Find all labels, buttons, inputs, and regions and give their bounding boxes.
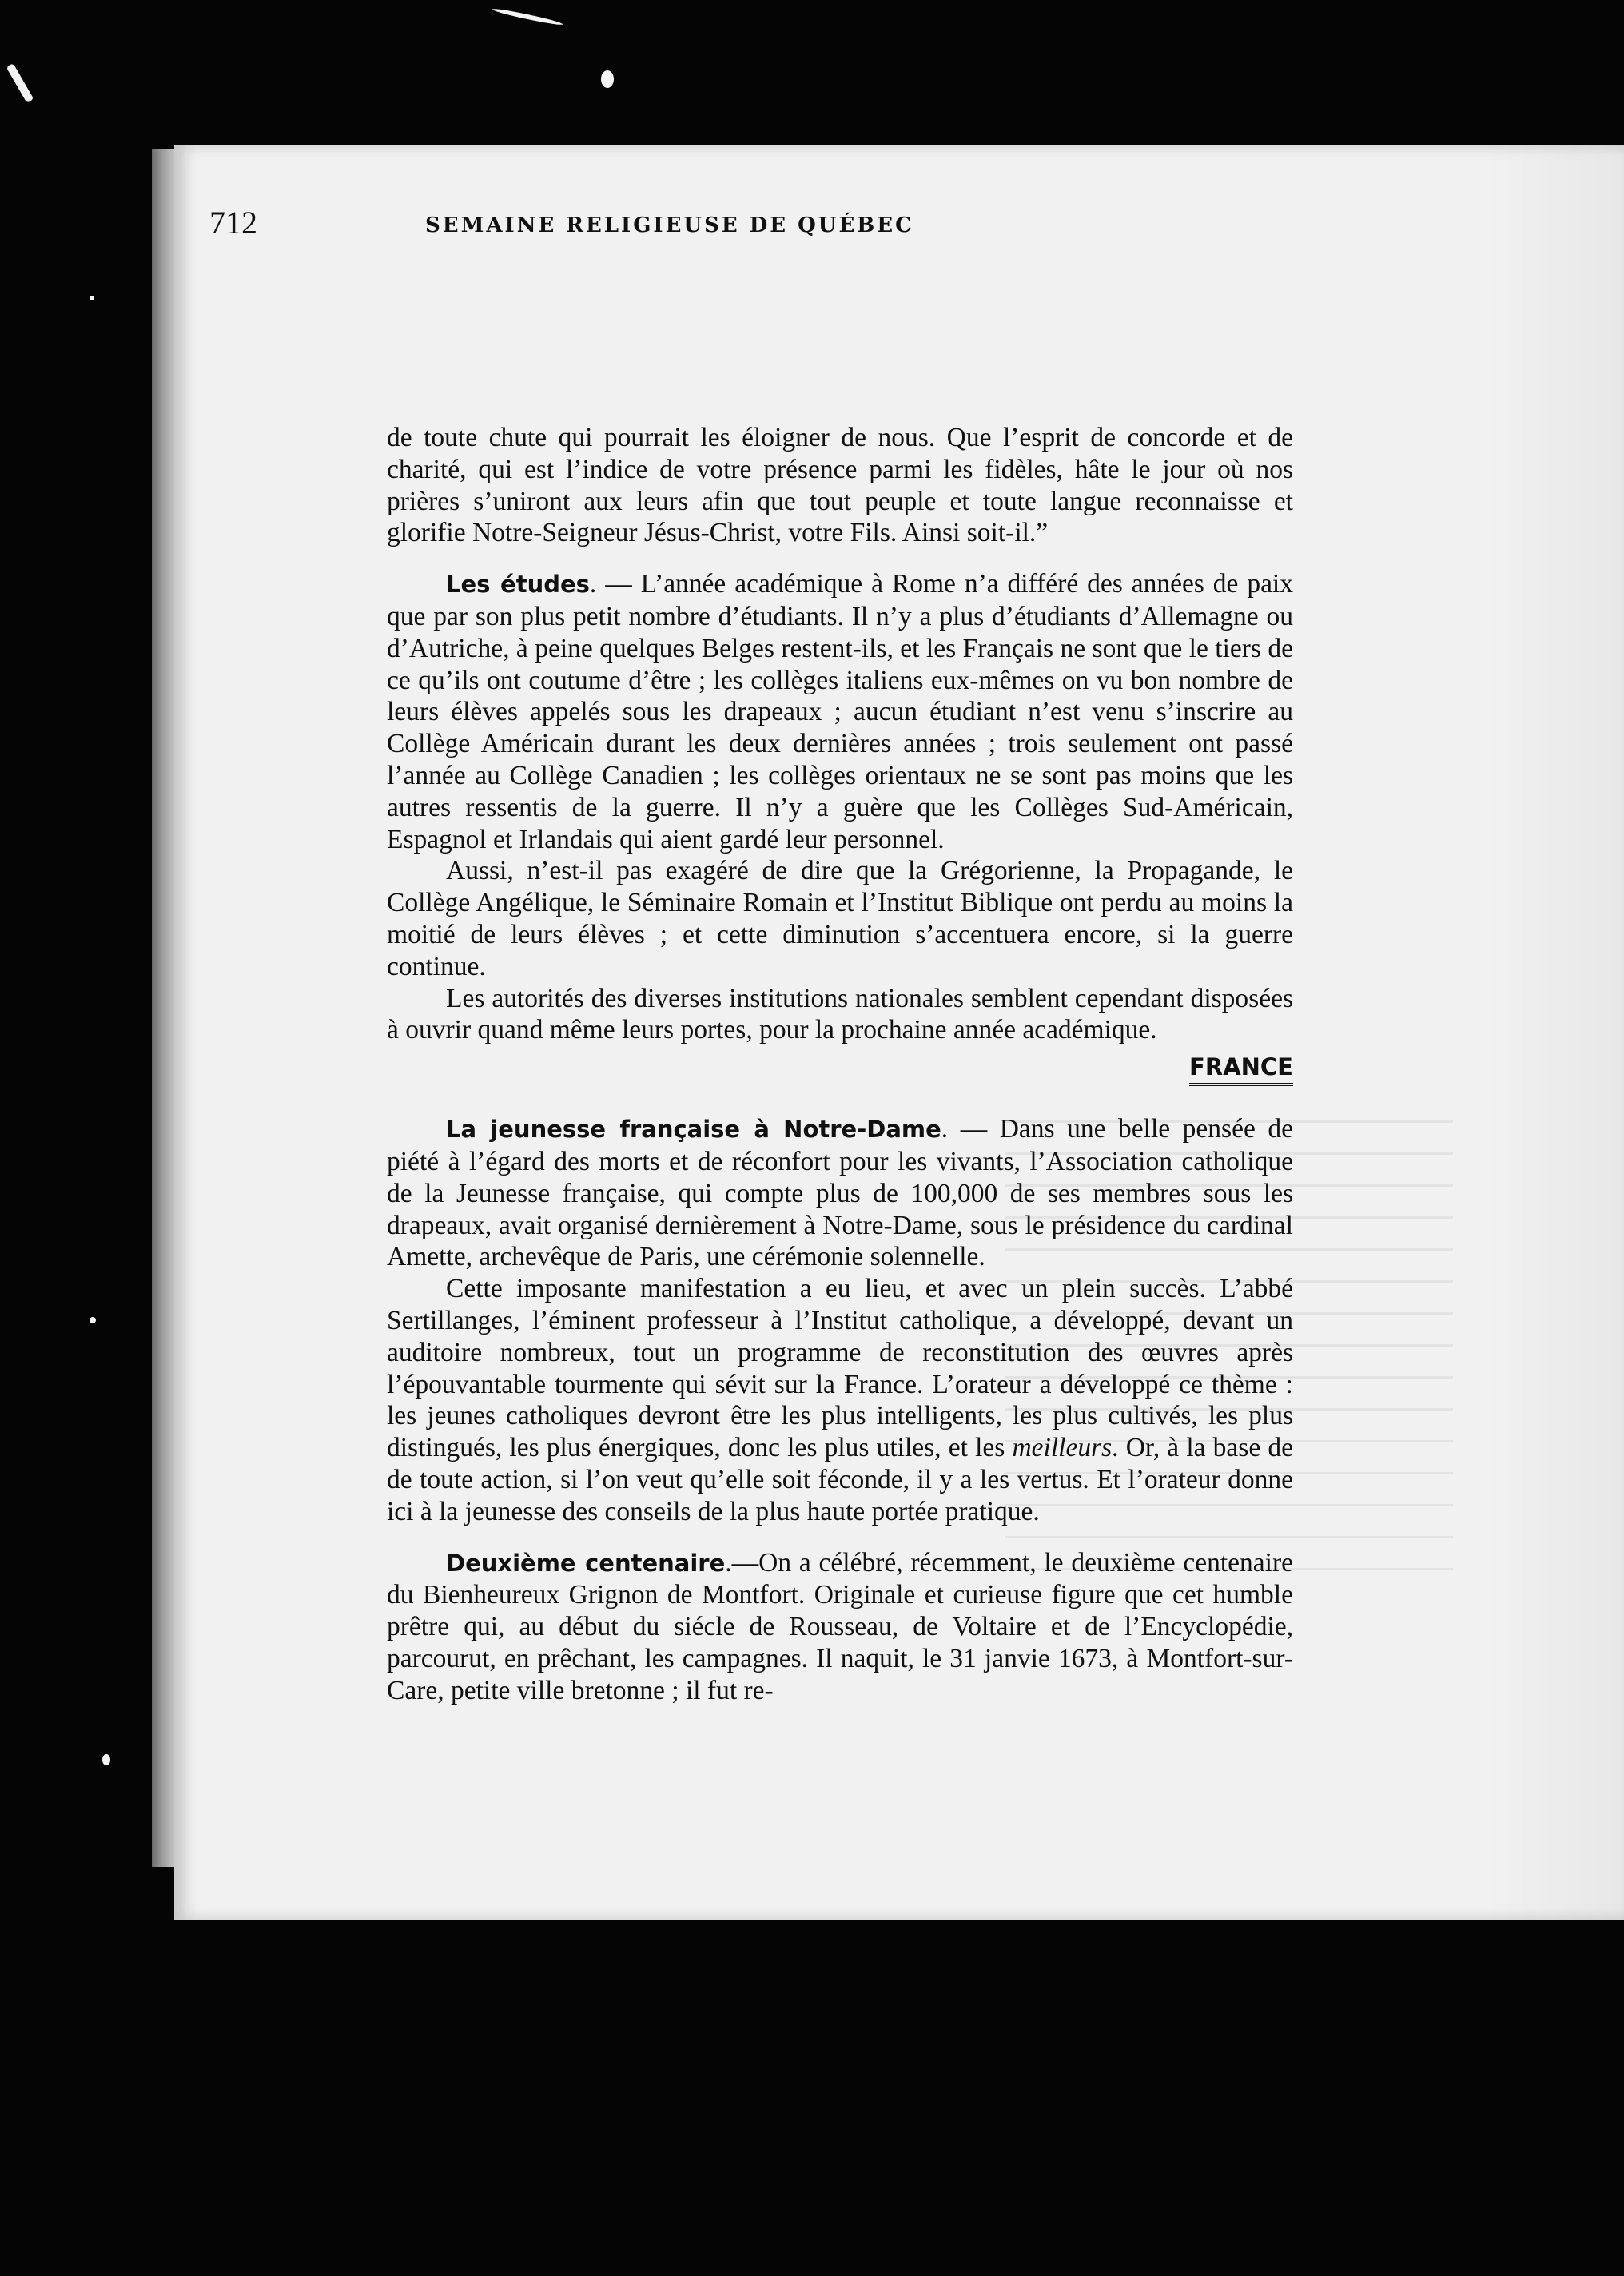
article-body (387, 422, 1293, 1706)
section-heading-row (387, 1051, 1293, 1086)
paragraph-text: .—On a célébré, récemment, le deuxième centenaire du Bienheureux Grignon de Montfort. Originale et curieuse figure que cet humble prêtre qui, au début du siécle de Rousseau, de Voltaire et de l’Encyclopédie, parcourut, en prêchant, les campagnes. Il naquit, le 31 janvie 1673, à Montfort-sur-Care, petite ville bretonne ; il fut re- (387, 1547, 1293, 1705)
dust-speck (90, 296, 94, 300)
paragraph-text: Cette imposante manifestation a eu lieu, et avec un plein succès. L’abbé Sertillanges, l’éminent professeur à l’Institut catholique, a développé, devant un auditoire nombreux, tout un programme de reconstitution des œuvres après l’épouvantable tourmente qui sévit sur la France. L’orateur a développé ce thème : les jeunes catholiques devront être les plus intelligents, les plus cultivés, les plus distingués, les plus énergiques, donc les plus utiles, et les (387, 1274, 1293, 1463)
page-stack-edge (152, 149, 176, 1867)
paragraph-lead: Deuxième centenaire (446, 1549, 726, 1577)
paragraph-centenaire (387, 1547, 1293, 1707)
paragraph-etudes (387, 568, 1293, 855)
dust-speck (601, 70, 614, 88)
dust-speck (6, 63, 34, 103)
section-heading: FRANCE (1189, 1052, 1293, 1086)
running-title: SEMAINE RELIGIEUSE DE QUÉBEC (425, 213, 914, 237)
paragraph-lead: Les études (446, 571, 590, 599)
paragraph-jeunesse (387, 1113, 1293, 1273)
page-header (209, 204, 1296, 268)
paragraph-text: . Or, à la base de de toute action, si l’on veut qu’elle soit féconde, il y a les vertus. Et l’orateur donne ici à la jeunesse des conseils de la plus haute portée pratique. (387, 1433, 1293, 1526)
page-curl-shadow (1485, 145, 1624, 1920)
continuation-paragraph: de toute chute qui pourrait les éloigner de nous. Que l’esprit de concorde et de charité, qui est l’indice de votre présence parmi les fidèles, hâte le jour où nos prières s’uniront aux leurs afin que tout peuple et toute langue reconnaisse et glorifie Notre-Seigneur Jésus-Christ, votre Fils. Ainsi soit-il.” (387, 423, 1293, 548)
emphasis-text: meilleurs (1012, 1433, 1113, 1463)
paragraph-lead: La jeunesse française à Notre-Dame (446, 1116, 941, 1144)
dust-speck (90, 1317, 96, 1323)
dust-speck (102, 1754, 110, 1765)
page-number: 712 (209, 205, 257, 241)
paragraph-text: . — Dans une belle pensée de piété à l’égard des morts et de réconfort pour les vivants, l’Association catholique de la Jeunesse française, qui compte plus de 100,000 de ses membres sous les drapeaux, avait organisé dernièrement à Notre-Dame, sous le présidence du cardinal Amette, archevêque de Paris, une cérémonie solennelle. (387, 1114, 1293, 1272)
paragraph-autorites: Les autorités des diverses institutions nationales semblent cependant disposées à ouvrir quand même leurs portes, pour la prochaine année académique. (387, 983, 1293, 1045)
paragraph-manifestation (387, 1273, 1293, 1527)
dust-speck (492, 7, 563, 27)
paragraph-text: . — L’année académique à Rome n’a différé des années de paix que par son plus petit nombre d’étudiants. Il n’y a plus d’étudiants d’Allemagne ou d’Autriche, à peine quelques Belges restent-ils, et les Français ne sont que le tiers de ce qu’ils ont coutume d’être ; les collèges italiens eux-mêmes on vu bon nombre de leurs élèves appelés sous les drapeaux ; aucun étudiant n’est venu s’inscrire au Collège Américain durant les deux dernières années ; trois seulement ont passé l’année au Collège Canadien ; les collèges orientaux ne se sont pas moins que les autres ressentis de la guerre. Il n’y a guère que les Collèges Sud-Américain, Espagnol et Irlandais qui aient gardé leur personnel. (387, 569, 1293, 854)
paragraph-aussi: Aussi, n’est-il pas exagéré de dire que la Grégorienne, la Propagande, le Collège Angélique, le Séminaire Romain et l’Institut Biblique ont perdu au moins la moitié de leurs élèves ; et cette diminution s’accentuera encore, si la guerre continue. (387, 856, 1293, 981)
